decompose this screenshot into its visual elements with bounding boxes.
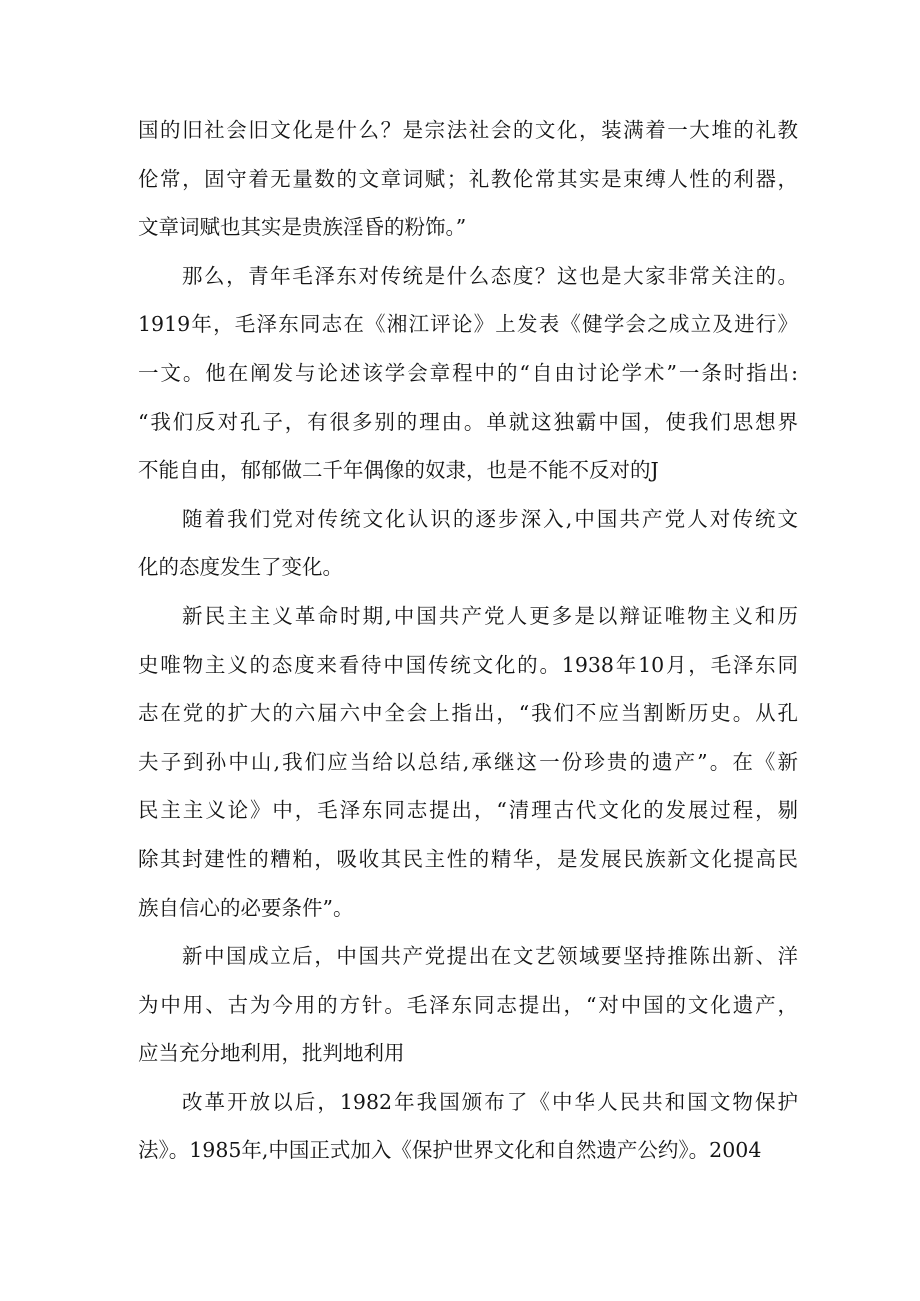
document-body xyxy=(138,106,798,1175)
text-line: 夫子到孙中山,我们应当给以总结,承继这一份珍贵的遗产”。在《新 xyxy=(138,749,798,774)
paragraph xyxy=(138,252,798,495)
text-line: 1919年，毛泽东同志在《湘江评论》上发表《健学会之成立及进行》 xyxy=(138,312,798,337)
text-line: 史唯物主义的态度来看待中国传统文化的。1938年10月，毛泽东同 xyxy=(138,652,798,677)
paragraph xyxy=(138,1078,798,1175)
paragraph xyxy=(138,106,798,252)
paragraph xyxy=(138,592,798,932)
text-line: “我们反对孔子，有很多别的理由。单就这独霸中国，使我们思想界 xyxy=(138,409,798,434)
paragraph xyxy=(138,932,798,1078)
text-line: 化的态度发生了变化。 xyxy=(138,555,343,580)
text-line: 改革开放以后，1982年我国颁布了《中华人民共和国文物保护 xyxy=(182,1089,798,1114)
text-line: 除其封建性的糟粕，吸收其民主性的精华，是发展民族新文化提高民 xyxy=(138,846,798,871)
text-line: 民主主义论》中，毛泽东同志提出，“清理古代文化的发展过程，剔 xyxy=(138,798,798,823)
text-line: 不能自由，郁郁做二千年偶像的奴隶，也是不能不反对的J xyxy=(138,458,659,483)
text-line: 为中用、古为今用的方针。毛泽东同志提出，“对中国的文化遗产， xyxy=(138,992,798,1017)
text-line: 新民主主义革命时期,中国共产党人更多是以辩证唯物主义和历 xyxy=(182,603,798,628)
text-line: 新中国成立后，中国共产党提出在文艺领域要坚持推陈出新、洋 xyxy=(182,944,798,969)
paragraph xyxy=(138,495,798,592)
text-line: 一文。他在阐发与论述该学会章程中的“自由讨论学术”一条时指出: xyxy=(138,360,798,385)
text-line: 志在党的扩大的六届六中全会上指出，“我们不应当割断历史。从孔 xyxy=(138,701,798,726)
text-line: 国的旧社会旧文化是什么？是宗法社会的文化，装满着一大堆的礼教 xyxy=(138,118,798,142)
text-line: 法》。1985年,中国正式加入《保护世界文化和自然遗产公约》。2004 xyxy=(138,1138,762,1163)
text-line: 那么，青年毛泽东对传统是什么态度？这也是大家非常关注的。 xyxy=(182,263,798,288)
text-line: 随着我们党对传统文化认识的逐步深入,中国共产党人对传统文 xyxy=(182,506,798,531)
text-line: 应当充分地利用，批判地利用 xyxy=(138,1041,405,1066)
text-line: 族自信心的必要条件”。 xyxy=(138,895,354,920)
text-line: 伦常，固守着无量数的文章词赋；礼教伦常其实是束缚人性的利器， xyxy=(138,166,798,191)
text-line: 文章词赋也其实是贵族淫昏的粉饰。” xyxy=(138,215,467,240)
